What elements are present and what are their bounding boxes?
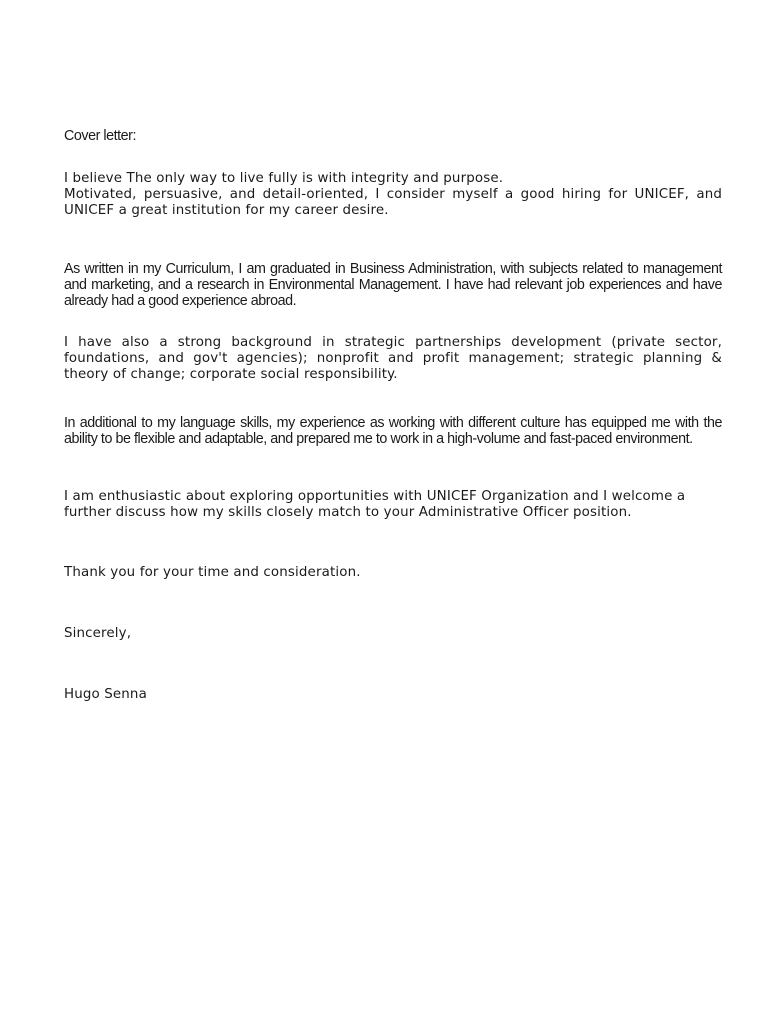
letter-heading: Cover letter: [64,128,137,144]
intro-line-2: Motivated, persuasive, and detail-oriented, I consider myself a good hiring for UNICEF, and UNICEF a great institution for my career desire. [64,187,722,218]
thanks-line: Thank you for your time and consideration. [64,565,361,580]
education-paragraph: As written in my Curriculum, I am graduated in Business Administration, with subjects related to management and marketing, and a research in Environmental Management. I have had relevant job experiences and have already had a good experience abroad. [64,261,722,309]
intro-line-1: I believe The only way to live fully is with integrity and purpose. [64,171,504,186]
enthusiasm-paragraph: I am enthusiastic about exploring opportunities with UNICEF Organization and I welcome a further discuss how my skills closely match to your Administrative Officer position. [64,489,686,520]
closing-line: Sincerely, [64,626,132,641]
intro-paragraph [64,171,722,219]
skills-paragraph: In additional to my language skills, my experience as working with different culture has equipped me with the ability to be flexible and adaptable, and prepared me to work in a high-volume and fast-paced environment. [64,415,722,447]
signature: Hugo Senna [64,687,147,702]
background-paragraph: I have also a strong background in strategic partnerships development (private sector, foundations, and gov't agencies); nonprofit and profit management; strategic planning & theory of change; corporate social responsibility. [64,335,722,382]
